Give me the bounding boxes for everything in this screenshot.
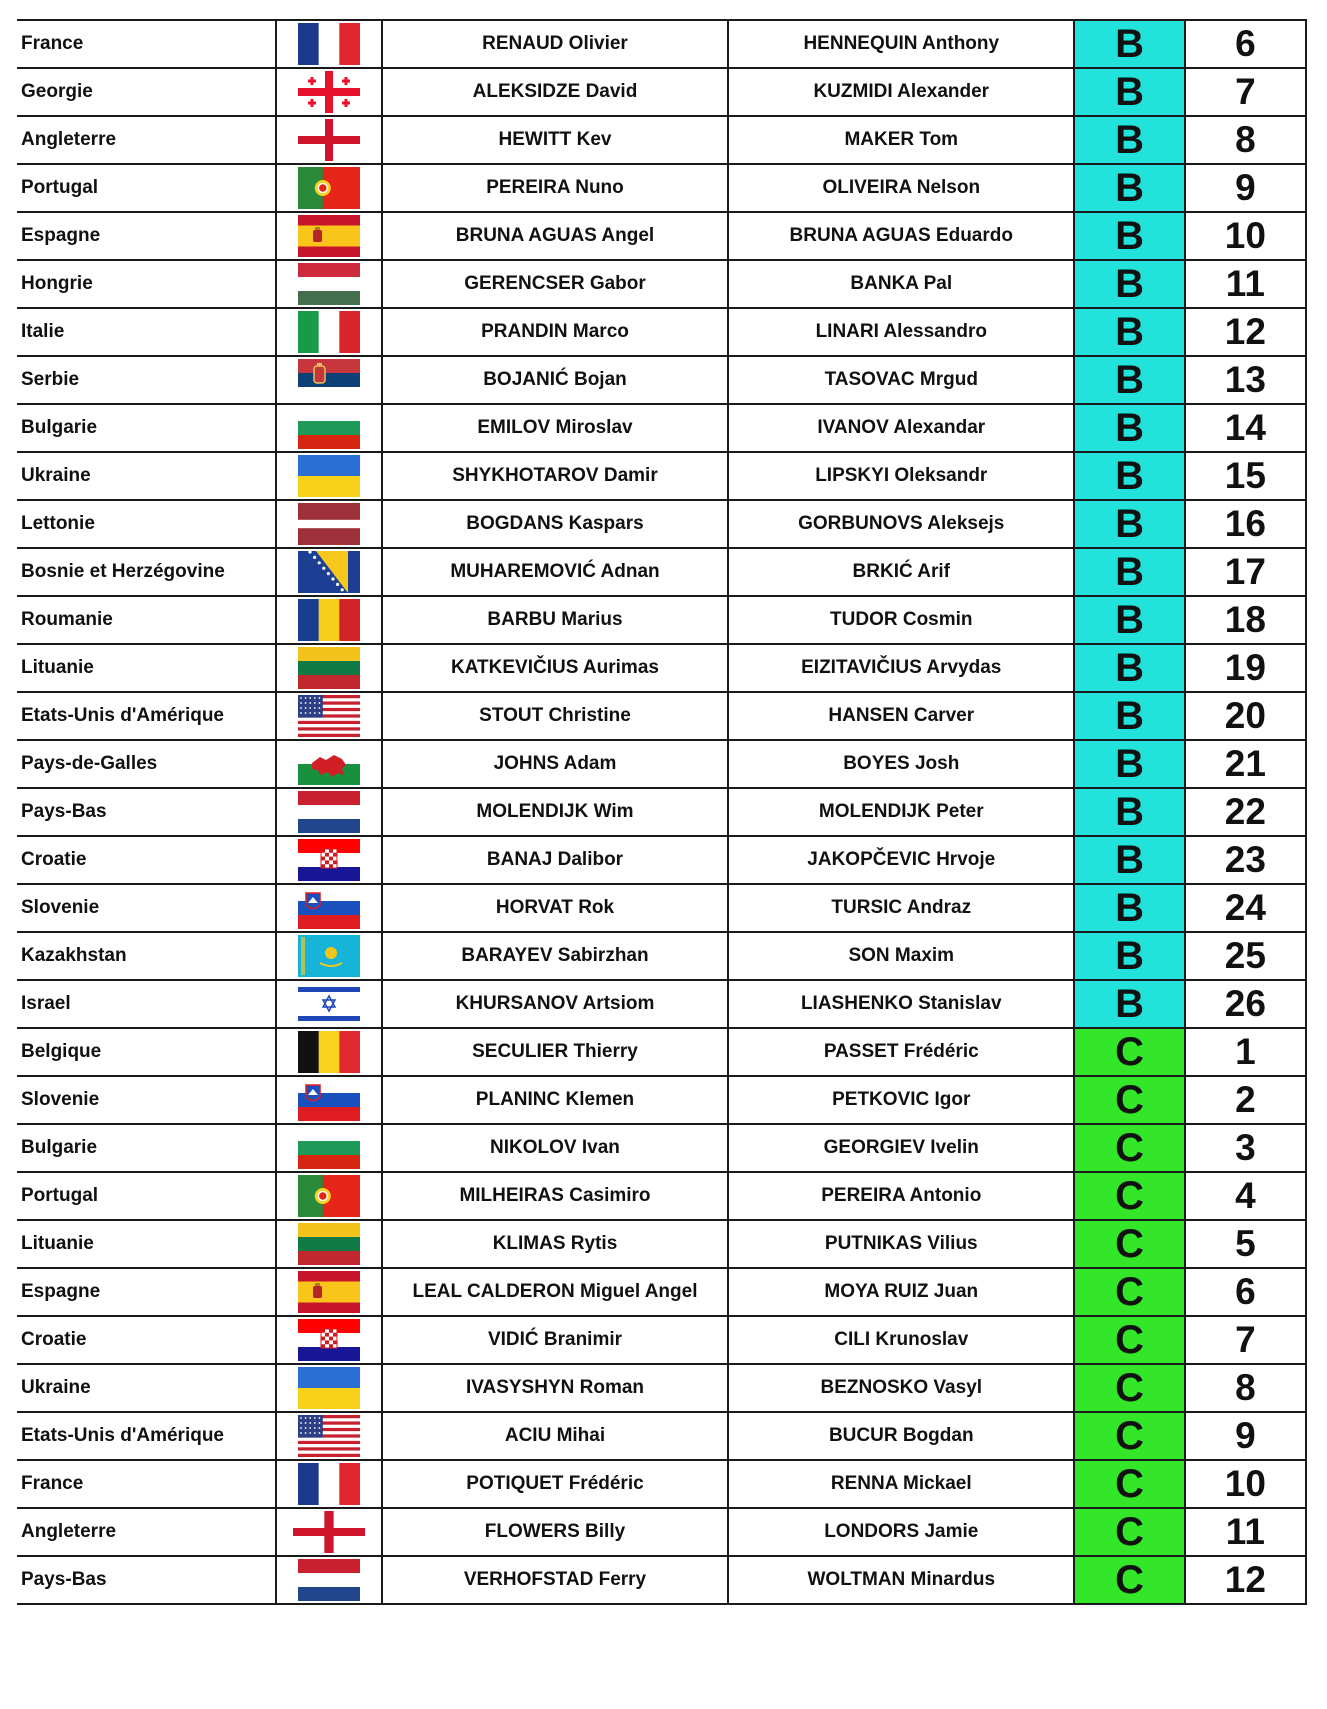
player-2-cell: EIZITAVIČIUS Arvydas (728, 644, 1074, 692)
player-2-cell: LONDORS Jamie (728, 1508, 1074, 1556)
group-cell: B (1074, 164, 1184, 212)
table-row (17, 1508, 1306, 1556)
flag-france-icon (298, 23, 360, 65)
group-cell: B (1074, 116, 1184, 164)
player-2-cell: BRKIĆ Arif (728, 548, 1074, 596)
group-cell: B (1074, 452, 1184, 500)
player-1-cell: EMILOV Miroslav (382, 404, 728, 452)
country-cell: Croatie (17, 836, 276, 884)
flag-portugal-icon (298, 167, 360, 209)
number-cell: 3 (1185, 1124, 1306, 1172)
player-1-cell: HORVAT Rok (382, 884, 728, 932)
number-cell: 26 (1185, 980, 1306, 1028)
table-row (17, 932, 1306, 980)
player-1-cell: JOHNS Adam (382, 740, 728, 788)
group-cell: B (1074, 308, 1184, 356)
table-row (17, 1124, 1306, 1172)
group-cell: C (1074, 1556, 1184, 1604)
number-cell: 12 (1185, 1556, 1306, 1604)
player-2-cell: CILI Krunoslav (728, 1316, 1074, 1364)
player-1-cell: ACIU Mihai (382, 1412, 728, 1460)
group-cell: B (1074, 260, 1184, 308)
player-1-cell: MOLENDIJK Wim (382, 788, 728, 836)
country-cell: Ukraine (17, 1364, 276, 1412)
player-1-cell: IVASYSHYN Roman (382, 1364, 728, 1412)
country-cell: Slovenie (17, 884, 276, 932)
flag-belgium-icon (298, 1031, 360, 1073)
player-1-cell: KATKEVIČIUS Aurimas (382, 644, 728, 692)
flag-lithuania-icon (298, 1223, 360, 1265)
group-cell: C (1074, 1460, 1184, 1508)
number-cell: 15 (1185, 452, 1306, 500)
flag-slovenia-icon (298, 887, 360, 929)
flag-cell (276, 1460, 382, 1508)
flag-cell (276, 356, 382, 404)
flag-cell (276, 1172, 382, 1220)
flag-cell (276, 1556, 382, 1604)
player-2-cell: GORBUNOVS Aleksejs (728, 500, 1074, 548)
flag-bulgaria-icon (298, 407, 360, 449)
player-2-cell: TUDOR Cosmin (728, 596, 1074, 644)
flag-croatia-icon (298, 839, 360, 881)
number-cell: 6 (1185, 1268, 1306, 1316)
table-row (17, 260, 1306, 308)
number-cell: 23 (1185, 836, 1306, 884)
country-cell: Hongrie (17, 260, 276, 308)
number-cell: 7 (1185, 1316, 1306, 1364)
player-2-cell: SON Maxim (728, 932, 1074, 980)
flag-cell (276, 884, 382, 932)
flag-wales-icon (298, 743, 360, 785)
country-cell: Espagne (17, 212, 276, 260)
player-1-cell: FLOWERS Billy (382, 1508, 728, 1556)
flag-ukraine-icon (298, 1367, 360, 1409)
number-cell: 7 (1185, 68, 1306, 116)
flag-portugal-icon (298, 1175, 360, 1217)
flag-cell (276, 788, 382, 836)
table-row (17, 212, 1306, 260)
flag-kazakhstan-icon (298, 935, 360, 977)
group-cell: B (1074, 20, 1184, 68)
table-row (17, 980, 1306, 1028)
player-1-cell: GERENCSER Gabor (382, 260, 728, 308)
player-2-cell: HANSEN Carver (728, 692, 1074, 740)
group-cell: C (1074, 1508, 1184, 1556)
flag-cell (276, 212, 382, 260)
table-row (17, 1076, 1306, 1124)
flag-bulgaria-icon (298, 1127, 360, 1169)
number-cell: 12 (1185, 308, 1306, 356)
flag-spain-icon (298, 215, 360, 257)
player-1-cell: PLANINC Klemen (382, 1076, 728, 1124)
group-cell: B (1074, 596, 1184, 644)
flag-cell (276, 836, 382, 884)
table-row (17, 1556, 1306, 1604)
country-cell: Angleterre (17, 1508, 276, 1556)
player-2-cell: OLIVEIRA Nelson (728, 164, 1074, 212)
country-cell: Georgie (17, 68, 276, 116)
player-1-cell: POTIQUET Frédéric (382, 1460, 728, 1508)
player-1-cell: SECULIER Thierry (382, 1028, 728, 1076)
flag-cell (276, 116, 382, 164)
number-cell: 6 (1185, 20, 1306, 68)
table-row (17, 20, 1306, 68)
flag-england-icon (298, 119, 360, 161)
country-cell: Slovenie (17, 1076, 276, 1124)
number-cell: 4 (1185, 1172, 1306, 1220)
country-cell: Belgique (17, 1028, 276, 1076)
player-2-cell: MOYA RUIZ Juan (728, 1268, 1074, 1316)
player-2-cell: BANKA Pal (728, 260, 1074, 308)
player-1-cell: PEREIRA Nuno (382, 164, 728, 212)
number-cell: 13 (1185, 356, 1306, 404)
table-row (17, 596, 1306, 644)
number-cell: 2 (1185, 1076, 1306, 1124)
flag-bosnia-icon (298, 551, 360, 593)
number-cell: 19 (1185, 644, 1306, 692)
table-row (17, 692, 1306, 740)
player-1-cell: BARBU Marius (382, 596, 728, 644)
player-2-cell: BOYES Josh (728, 740, 1074, 788)
flag-cell (276, 500, 382, 548)
flag-cell (276, 1124, 382, 1172)
group-cell: C (1074, 1220, 1184, 1268)
group-cell: B (1074, 740, 1184, 788)
group-cell: B (1074, 836, 1184, 884)
group-cell: B (1074, 212, 1184, 260)
group-cell: C (1074, 1172, 1184, 1220)
number-cell: 9 (1185, 1412, 1306, 1460)
flag-croatia-icon (298, 1319, 360, 1361)
country-cell: Kazakhstan (17, 932, 276, 980)
country-cell: France (17, 20, 276, 68)
flag-cell (276, 548, 382, 596)
group-cell: B (1074, 884, 1184, 932)
country-cell: Bosnie et Herzégovine (17, 548, 276, 596)
player-1-cell: MILHEIRAS Casimiro (382, 1172, 728, 1220)
group-cell: C (1074, 1412, 1184, 1460)
flag-georgia-icon (298, 71, 360, 113)
country-cell: Pays-Bas (17, 1556, 276, 1604)
player-2-cell: PETKOVIC Igor (728, 1076, 1074, 1124)
player-2-cell: TURSIC Andraz (728, 884, 1074, 932)
table-row (17, 1316, 1306, 1364)
flag-cell (276, 308, 382, 356)
number-cell: 8 (1185, 1364, 1306, 1412)
flag-cell (276, 1412, 382, 1460)
player-1-cell: KHURSANOV Artsiom (382, 980, 728, 1028)
number-cell: 9 (1185, 164, 1306, 212)
country-cell: Ukraine (17, 452, 276, 500)
player-1-cell: BOGDANS Kaspars (382, 500, 728, 548)
group-cell: B (1074, 68, 1184, 116)
country-cell: Bulgarie (17, 404, 276, 452)
player-2-cell: BUCUR Bogdan (728, 1412, 1074, 1460)
table-row (17, 452, 1306, 500)
number-cell: 21 (1185, 740, 1306, 788)
flag-cell (276, 1220, 382, 1268)
player-2-cell: IVANOV Alexandar (728, 404, 1074, 452)
flag-cell (276, 692, 382, 740)
country-cell: France (17, 1460, 276, 1508)
country-cell: Etats-Unis d'Amérique (17, 1412, 276, 1460)
player-2-cell: LINARI Alessandro (728, 308, 1074, 356)
group-cell: B (1074, 500, 1184, 548)
player-2-cell: GEORGIEV Ivelin (728, 1124, 1074, 1172)
player-1-cell: NIKOLOV Ivan (382, 1124, 728, 1172)
flag-cell (276, 1076, 382, 1124)
group-cell: B (1074, 980, 1184, 1028)
table-row (17, 1460, 1306, 1508)
group-cell: C (1074, 1268, 1184, 1316)
player-1-cell: LEAL CALDERON Miguel Angel (382, 1268, 728, 1316)
country-cell: Lituanie (17, 644, 276, 692)
player-1-cell: VIDIĆ Branimir (382, 1316, 728, 1364)
player-2-cell: HENNEQUIN Anthony (728, 20, 1074, 68)
player-2-cell: PASSET Frédéric (728, 1028, 1074, 1076)
player-1-cell: BANAJ Dalibor (382, 836, 728, 884)
player-1-cell: MUHAREMOVIĆ Adnan (382, 548, 728, 596)
table-row (17, 644, 1306, 692)
country-cell: Croatie (17, 1316, 276, 1364)
group-cell: C (1074, 1028, 1184, 1076)
player-2-cell: LIPSKYI Oleksandr (728, 452, 1074, 500)
player-1-cell: BRUNA AGUAS Angel (382, 212, 728, 260)
group-cell: C (1074, 1316, 1184, 1364)
table-row (17, 164, 1306, 212)
country-cell: Lettonie (17, 500, 276, 548)
table-row (17, 1364, 1306, 1412)
flag-serbia-icon (298, 359, 360, 401)
player-2-cell: TASOVAC Mrgud (728, 356, 1074, 404)
table-row (17, 1268, 1306, 1316)
player-2-cell: PEREIRA Antonio (728, 1172, 1074, 1220)
country-cell: Italie (17, 308, 276, 356)
player-1-cell: ALEKSIDZE David (382, 68, 728, 116)
player-2-cell: LIASHENKO Stanislav (728, 980, 1074, 1028)
player-1-cell: BOJANIĆ Bojan (382, 356, 728, 404)
group-cell: C (1074, 1124, 1184, 1172)
flag-cell (276, 644, 382, 692)
number-cell: 20 (1185, 692, 1306, 740)
flag-israel-icon (298, 983, 360, 1025)
flag-cell (276, 20, 382, 68)
flag-netherlands-icon (298, 791, 360, 833)
player-2-cell: KUZMIDI Alexander (728, 68, 1074, 116)
table-row (17, 548, 1306, 596)
table-row (17, 836, 1306, 884)
table-body (17, 20, 1306, 1604)
flag-cell (276, 68, 382, 116)
group-cell: B (1074, 788, 1184, 836)
player-2-cell: MAKER Tom (728, 116, 1074, 164)
player-2-cell: RENNA Mickael (728, 1460, 1074, 1508)
flag-lithuania-icon (298, 647, 360, 689)
player-2-cell: PUTNIKAS Vilius (728, 1220, 1074, 1268)
table-row (17, 1028, 1306, 1076)
country-cell: Etats-Unis d'Amérique (17, 692, 276, 740)
player-2-cell: BEZNOSKO Vasyl (728, 1364, 1074, 1412)
number-cell: 17 (1185, 548, 1306, 596)
number-cell: 24 (1185, 884, 1306, 932)
flag-latvia-icon (298, 503, 360, 545)
country-cell: Serbie (17, 356, 276, 404)
group-cell: C (1074, 1076, 1184, 1124)
group-cell: B (1074, 692, 1184, 740)
flag-cell (276, 260, 382, 308)
flag-cell (276, 404, 382, 452)
country-cell: Portugal (17, 1172, 276, 1220)
pairs-table (17, 19, 1307, 1605)
table-row (17, 788, 1306, 836)
flag-italy-icon (298, 311, 360, 353)
player-1-cell: HEWITT Kev (382, 116, 728, 164)
table-row (17, 1172, 1306, 1220)
flag-cell (276, 1316, 382, 1364)
table-row (17, 68, 1306, 116)
player-1-cell: VERHOFSTAD Ferry (382, 1556, 728, 1604)
flag-usa-icon (298, 1415, 360, 1457)
number-cell: 5 (1185, 1220, 1306, 1268)
table-row (17, 740, 1306, 788)
flag-netherlands-icon (298, 1559, 360, 1601)
flag-france-icon (298, 1463, 360, 1505)
number-cell: 11 (1185, 260, 1306, 308)
group-cell: B (1074, 932, 1184, 980)
number-cell: 10 (1185, 212, 1306, 260)
flag-ukraine-icon (298, 455, 360, 497)
country-cell: Espagne (17, 1268, 276, 1316)
flag-cell (276, 932, 382, 980)
flag-cell (276, 980, 382, 1028)
player-1-cell: BARAYEV Sabirzhan (382, 932, 728, 980)
flag-cell (276, 1268, 382, 1316)
player-2-cell: BRUNA AGUAS Eduardo (728, 212, 1074, 260)
flag-cell (276, 1364, 382, 1412)
group-cell: B (1074, 356, 1184, 404)
table-row (17, 116, 1306, 164)
player-2-cell: MOLENDIJK Peter (728, 788, 1074, 836)
country-cell: Portugal (17, 164, 276, 212)
player-1-cell: KLIMAS Rytis (382, 1220, 728, 1268)
country-cell: Angleterre (17, 116, 276, 164)
number-cell: 1 (1185, 1028, 1306, 1076)
player-2-cell: WOLTMAN Minardus (728, 1556, 1074, 1604)
country-cell: Bulgarie (17, 1124, 276, 1172)
flag-cell (276, 740, 382, 788)
flag-cell (276, 452, 382, 500)
number-cell: 25 (1185, 932, 1306, 980)
flag-england-icon (293, 1511, 365, 1553)
group-cell: B (1074, 644, 1184, 692)
group-cell: B (1074, 404, 1184, 452)
player-1-cell: STOUT Christine (382, 692, 728, 740)
player-1-cell: PRANDIN Marco (382, 308, 728, 356)
table-row (17, 884, 1306, 932)
country-cell: Pays-de-Galles (17, 740, 276, 788)
number-cell: 11 (1185, 1508, 1306, 1556)
country-cell: Pays-Bas (17, 788, 276, 836)
number-cell: 22 (1185, 788, 1306, 836)
player-1-cell: RENAUD Olivier (382, 20, 728, 68)
number-cell: 8 (1185, 116, 1306, 164)
number-cell: 10 (1185, 1460, 1306, 1508)
table-row (17, 308, 1306, 356)
country-cell: Israel (17, 980, 276, 1028)
table-row (17, 1220, 1306, 1268)
flag-cell (276, 164, 382, 212)
table-row (17, 404, 1306, 452)
number-cell: 14 (1185, 404, 1306, 452)
group-cell: B (1074, 548, 1184, 596)
flag-cell (276, 1028, 382, 1076)
number-cell: 18 (1185, 596, 1306, 644)
flag-cell (276, 1508, 382, 1556)
flag-hungary-icon (298, 263, 360, 305)
flag-romania-icon (298, 599, 360, 641)
flag-cell (276, 596, 382, 644)
player-2-cell: JAKOPČEVIC Hrvoje (728, 836, 1074, 884)
country-cell: Roumanie (17, 596, 276, 644)
player-1-cell: SHYKHOTAROV Damir (382, 452, 728, 500)
number-cell: 16 (1185, 500, 1306, 548)
flag-slovenia-icon (298, 1079, 360, 1121)
table-row (17, 500, 1306, 548)
table-row (17, 1412, 1306, 1460)
group-cell: C (1074, 1364, 1184, 1412)
flag-usa-icon (298, 695, 360, 737)
country-cell: Lituanie (17, 1220, 276, 1268)
flag-spain-icon (298, 1271, 360, 1313)
table-row (17, 356, 1306, 404)
